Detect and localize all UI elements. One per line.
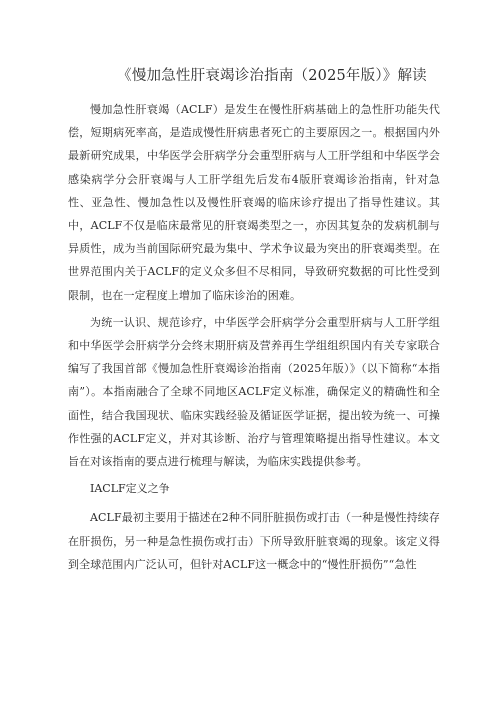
paragraph-intro: 慢加急性肝衰竭（ACLF）是发生在慢性肝病基础上的急性肝功能失代偿，短期病死率高，是造成慢性肝病患者死亡的主要原因之一。根据国内外最新研究成果，中华医学会肝病学分会重型肝病与人工肝学组和中华医学会感染病学分会肝衰竭与人工肝学组先后发布4版肝衰竭诊治指南，针对急性、亚急性、慢加急性以及慢性肝衰竭的临床诊疗提出了指导性建议。其中，ACLF不仅是临床最常见的肝衰竭类型之一，亦因其复杂的发病机制与异质性，成为当前国际研究最为集中、学术争议最为突出的肝衰竭类型。在世界范围内关于ACLF的定义众多但不尽相同，导致研究数据的可比性受到限制，也在一定程度上增加了临床诊治的困难。 <box>68 103 440 302</box>
section-heading: IACLF定义之争 <box>90 482 170 496</box>
paragraph-definition: ACLF最初主要用于描述在2种不同肝脏损伤或打击（一种是慢性持续存在肝损伤，另一种是急性损伤或打击）下所导致肝脏衰竭的现象。该定义得到全球范围内广泛认可，但针对ACLF这一概念中的“慢性肝损伤”“急性 <box>68 511 440 571</box>
document-title: 《慢加急性肝衰竭诊治指南（2025年版）》解读 <box>117 68 427 84</box>
paragraph-purpose: 为统一认识、规范诊疗，中华医学会肝病学分会重型肝病与人工肝学组和中华医学会肝病学分会终末期肝病及营养再生学组组织国内有关专家联合编写了我国首部《慢加急性肝衰竭诊治指南（2025年版）》（以下简称“本指南”）。本指南融合了全球不同地区ACLF定义标准，确保定义的精确性和全面性，结合我国现状、临床实践经验及循证医学证据，提出较为统一、可操作性强的ACLF定义，并对其诊断、治疗与管理策略提出指导性建议。本文旨在对该指南的要点进行梳理与解读，为临床实践提供参考。 <box>68 315 440 469</box>
